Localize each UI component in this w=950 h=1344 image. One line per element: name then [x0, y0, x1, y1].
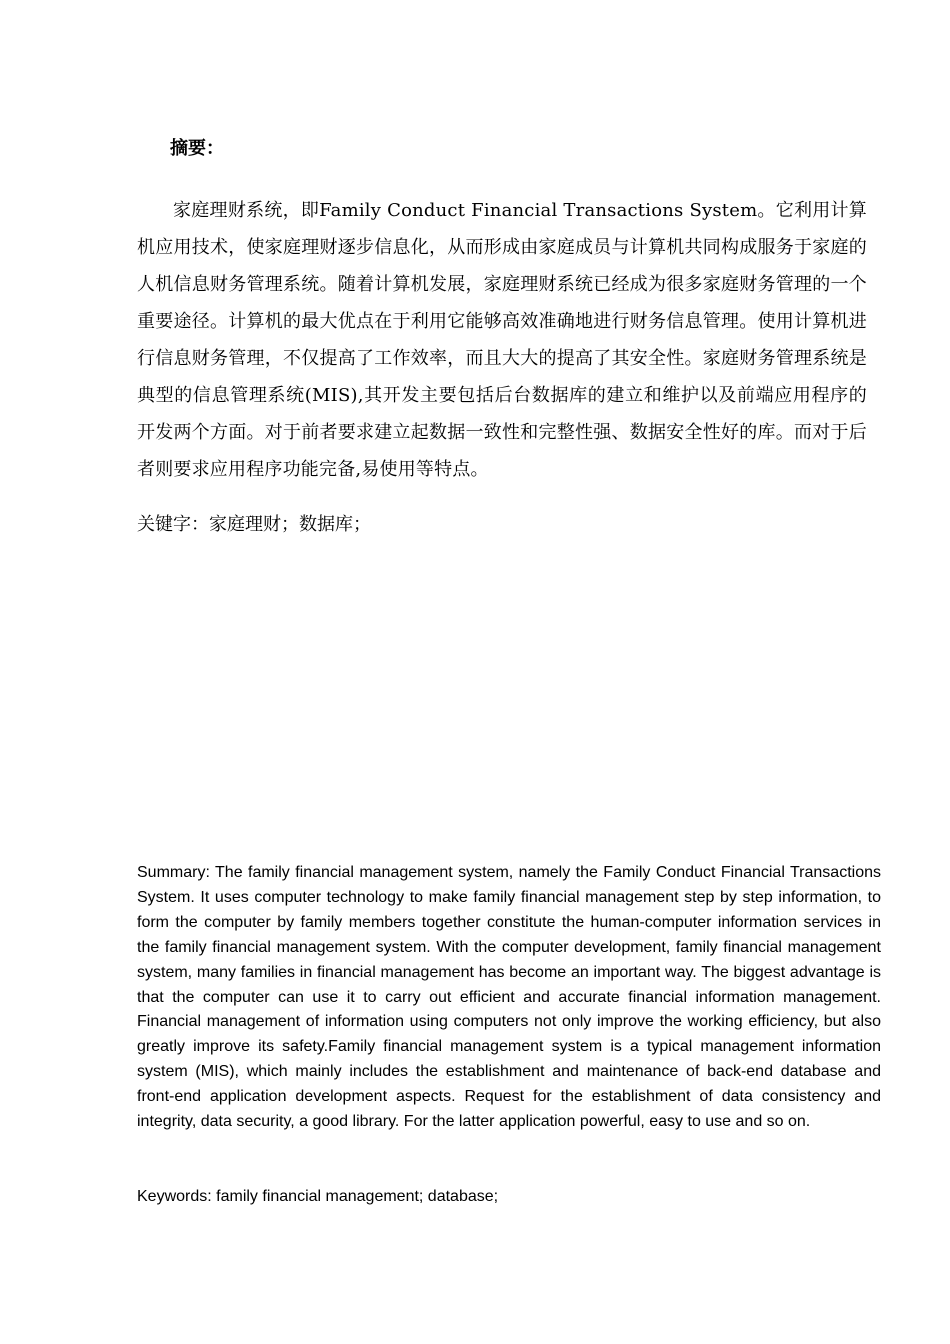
english-abstract-body: Summary: The family financial management system, namely the Family Conduct Financial Transactions System. It uses computer technology to make family financial management step by step information, to form the computer by family members together constitute the human-computer information services in the family financial management system. With the computer development, family financial management system, many families in financial management has become an important way. The biggest advantage is that the computer can use it to carry out efficient and accurate financial information management. Financial management of information using computers not only improve the working efficiency, but also greatly improve its safety.Family financial management system is a typical management information system (MIS), which mainly includes the establishment and maintenance of back-end database and front-end application development aspects. Request for the establishment of data consistency and integrity, data security, a good library. For the latter application powerful, easy to use and so on.	[137, 864, 881, 1131]
chinese-abstract-heading: 摘要：	[170, 138, 224, 159]
chinese-keywords: 关键字：家庭理财；数据库；	[137, 514, 371, 535]
english-keywords: Keywords: family financial management; database;	[137, 1188, 499, 1205]
chinese-abstract-body: 家庭理财系统，即Family Conduct Financial Transactions System。它利用计算机应用技术，使家庭理财逐步信息化，从而形成由家庭成员与计算机共同构成服务于家庭的人机信息财务管理系统。随着计算机发展，家庭理财系统已经成为很多家庭财务管理的一个重要途径。计算机的最大优点在于利用它能够高效准确地进行财务信息管理。使用计算机进行信息财务管理，不仅提高了工作效率，而且大大的提高了其安全性。家庭财务管理系统是典型的信息管理系统(MIS),其开发主要包括后台数据库的建立和维护以及前端应用程序的开发两个方面。对于前者要求建立起数据一致性和完整性强、数据安全性好的库。而对于后者则要求应用程序功能完备,易使用等特点。	[137, 200, 867, 480]
